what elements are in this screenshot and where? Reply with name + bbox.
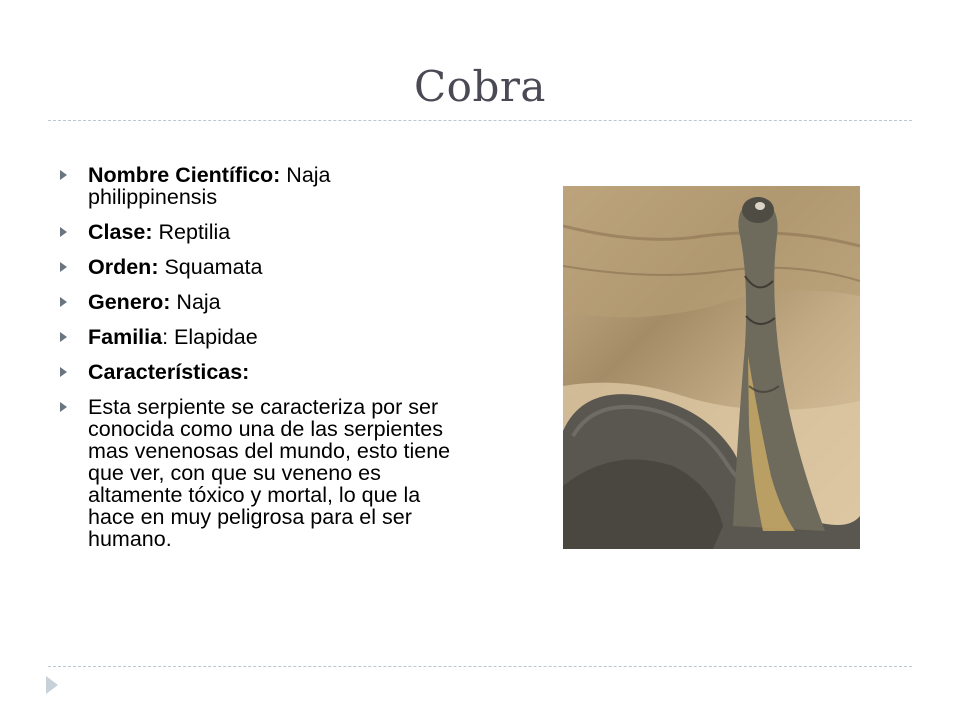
bullet-genus <box>60 291 460 313</box>
bullet-triangle-icon <box>60 402 67 412</box>
bullet-class <box>60 221 460 243</box>
bullet-text: Reptilia <box>152 220 231 244</box>
bullet-text: Naja philippinensis <box>88 163 331 209</box>
bullet-label: Orden: <box>88 255 159 279</box>
bullet-family <box>60 326 460 348</box>
bullet-characteristics <box>60 361 460 383</box>
bullet-triangle-icon <box>60 262 67 272</box>
bullet-triangle-icon <box>60 170 67 180</box>
cobra-photo <box>563 186 860 549</box>
cobra-illustration <box>563 186 860 549</box>
bullet-text: Squamata <box>158 255 263 279</box>
bullet-label: Clase: <box>88 220 153 244</box>
bullet-label: Genero: <box>88 290 171 314</box>
bottom-divider <box>48 666 912 667</box>
bullet-description <box>60 396 460 550</box>
bullet-label: Nombre Científico: <box>88 163 281 187</box>
bullet-triangle-icon <box>60 297 67 307</box>
triangle-right-icon[interactable] <box>46 676 58 694</box>
bullet-list <box>60 164 460 563</box>
bullet-text: Naja <box>170 290 221 314</box>
bullet-text: : Elapidae <box>162 325 258 349</box>
top-divider <box>48 120 912 121</box>
bullet-triangle-icon <box>60 227 67 237</box>
bullet-order <box>60 256 460 278</box>
slide-title: Cobra <box>414 62 546 111</box>
bullet-triangle-icon <box>60 332 67 342</box>
bullet-text: Esta serpiente se caracteriza por ser conocida como una de las serpientes mas venenosas del mundo, esto tiene que ver, con que su veneno es altamente tóxico y mortal, lo que la hace en muy peligrosa para el ser humano. <box>88 395 451 551</box>
bullet-triangle-icon <box>60 367 67 377</box>
bullet-scientific-name <box>60 164 460 208</box>
bullet-label: Familia <box>88 325 163 349</box>
bullet-label: Características: <box>88 360 250 384</box>
